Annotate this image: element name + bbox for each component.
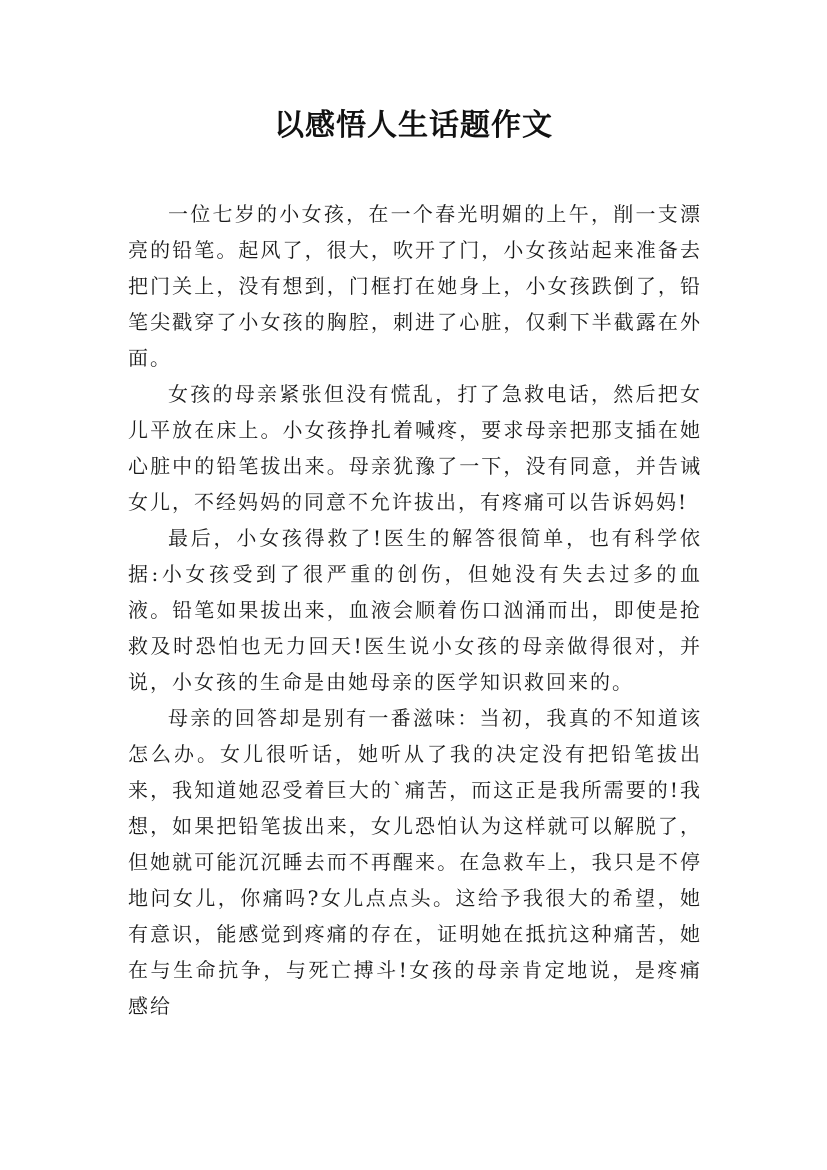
document-body: [128, 196, 702, 1024]
paragraph-4: 母亲的回答却是别有一番滋味：当初，我真的不知道该怎么办。女儿很听话，她听从了我的决定没有把铅笔拔出来，我知道她忍受着巨大的`痛苦，而这正是我所需要的!我想，如果把铅笔拔出来，女儿恐怕认为这样就可以解脱了，但她就可能沉沉睡去而不再醒来。在急救车上，我只是不停地问女儿，你痛吗?女儿点点头。这给予我很大的希望，她有意识，能感觉到疼痛的存在，证明她在抵抗这种痛苦，她在与生命抗争，与死亡搏斗!女孩的母亲肯定地说，是疼痛感给: [128, 706, 702, 1018]
document-title: 以感悟人生话题作文: [274, 108, 553, 143]
paragraph-3: 最后，小女孩得救了!医生的解答很简单，也有科学依据:小女孩受到了很严重的创伤，但她没有失去过多的血液。铅笔如果拔出来，血液会顺着伤口汹涌而出，即使是抢救及时恐怕也无力回天!医生说小女孩的母亲做得很对，并说，小女孩的生命是由她母亲的医学知识救回来的。: [128, 526, 702, 694]
paragraph-2: 女孩的母亲紧张但没有慌乱，打了急救电话，然后把女儿平放在床上。小女孩挣扎着喊疼，要求母亲把那支插在她心脏中的铅笔拔出来。母亲犹豫了一下，没有同意，并告诫女儿，不经妈妈的同意不允许拔出，有疼痛可以告诉妈妈!: [128, 382, 702, 514]
paragraph-1: 一位七岁的小女孩，在一个春光明媚的上午，削一支漂亮的铅笔。起风了，很大，吹开了门，小女孩站起来准备去把门关上，没有想到，门框打在她身上，小女孩跌倒了，铅笔尖戳穿了小女孩的胸腔，刺进了心脏，仅剩下半截露在外面。: [128, 202, 702, 370]
